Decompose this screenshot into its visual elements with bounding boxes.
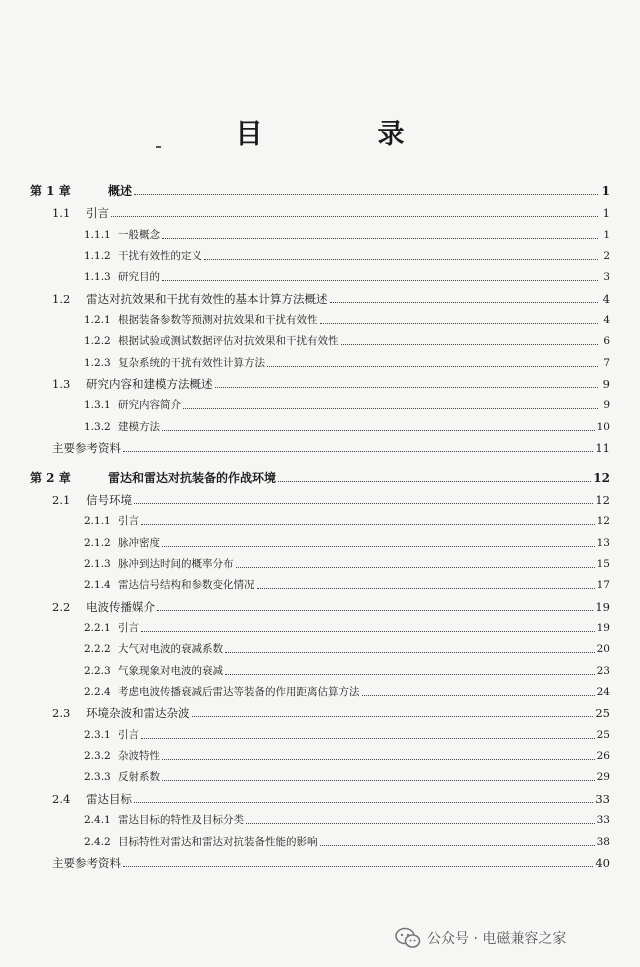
- scan-mark: [156, 146, 161, 148]
- toc-page-number: 20: [596, 643, 610, 655]
- dot-leader: [162, 279, 598, 281]
- toc-page-number: 10: [596, 421, 610, 433]
- dot-leader: [183, 407, 598, 409]
- toc-page-number: 1: [603, 229, 610, 241]
- toc-number: 2.1.4: [84, 579, 111, 591]
- dot-leader: [111, 215, 598, 217]
- toc-number: 2.3.2: [84, 750, 111, 762]
- toc-number: 1.2.2: [84, 335, 111, 347]
- toc-title: 杂波特性: [118, 750, 160, 762]
- toc-page-number: 11: [595, 441, 610, 455]
- toc-title: 建模方法: [118, 421, 160, 433]
- toc-number: 2.4.1: [84, 814, 111, 826]
- toc-page-number: 12: [593, 471, 610, 485]
- toc-page-number: 2: [603, 250, 610, 262]
- toc-number: 2.1.1: [84, 515, 111, 527]
- toc-page-number: 3: [603, 271, 610, 283]
- toc-number: 1.2.3: [84, 357, 111, 369]
- toc-page-number: 25: [596, 729, 610, 741]
- toc-subsection: [84, 328, 610, 348]
- toc-page-number: 19: [596, 622, 610, 634]
- toc-number: 2.2: [52, 600, 71, 614]
- page-title: 目 录: [235, 119, 449, 150]
- toc-title: 研究目的: [118, 271, 160, 283]
- toc-page-number: 13: [596, 537, 610, 549]
- toc-subsection: [84, 764, 610, 784]
- toc-chapter: [30, 465, 610, 485]
- dot-leader: [204, 258, 598, 260]
- toc-subsection: [84, 829, 610, 849]
- toc-page-number: 1: [602, 206, 610, 220]
- toc-number: 2.4: [52, 792, 71, 806]
- toc-subsection: [84, 722, 610, 742]
- toc-page-number: 1: [601, 184, 610, 198]
- toc-title: 气象现象对电波的衰减: [118, 665, 223, 677]
- toc-title: 一般概念: [118, 229, 160, 241]
- toc-subsection: [84, 679, 610, 699]
- toc-page-number: 29: [596, 771, 610, 783]
- toc-section: [52, 286, 610, 306]
- toc-title: 主要参考资料: [52, 441, 121, 455]
- toc-page-number: 26: [596, 750, 610, 762]
- toc-page-number: 33: [595, 792, 610, 806]
- toc-title: 雷达信号结构和参数变化情况: [118, 579, 255, 591]
- dot-leader: [225, 673, 595, 675]
- toc-page-number: 19: [595, 600, 610, 614]
- toc-title: 干扰有效性的定义: [118, 250, 202, 262]
- toc-page-number: 12: [596, 515, 610, 527]
- toc-subsection: [84, 508, 610, 528]
- dot-leader: [192, 715, 594, 717]
- toc-page-number: 12: [595, 493, 610, 507]
- toc-page-number: 38: [596, 836, 610, 848]
- toc-page-number: 24: [596, 686, 610, 698]
- toc-number: 1.3.2: [84, 421, 111, 433]
- toc-number: 2.3.3: [84, 771, 111, 783]
- toc-title: 脉冲到达时间的概率分布: [118, 558, 234, 570]
- toc-title: 目标特性对雷达和雷达对抗装备性能的影响: [118, 836, 318, 848]
- toc-page-number: 33: [596, 814, 610, 826]
- toc-number: 1.2: [52, 292, 71, 306]
- dot-leader: [157, 609, 593, 611]
- toc-number: 2.2.3: [84, 665, 111, 677]
- dot-leader: [141, 523, 595, 525]
- toc-number: 第 1 章: [30, 184, 71, 198]
- dot-leader: [225, 651, 595, 653]
- toc-page-number: 4: [602, 292, 610, 306]
- toc-subsection: [84, 658, 610, 678]
- toc-title: 根据试验或测试数据评估对抗效果和干扰有效性: [118, 335, 339, 347]
- toc-section: [52, 487, 610, 507]
- dot-leader: [362, 694, 595, 696]
- toc-title: 雷达对抗效果和干扰有效性的基本计算方法概述: [86, 292, 328, 306]
- toc-chapter: [30, 178, 610, 198]
- dot-leader: [246, 822, 595, 824]
- toc-subsection: [84, 243, 610, 263]
- dot-leader: [141, 630, 595, 632]
- toc-subsection: [84, 551, 610, 571]
- toc-title: 信号环境: [86, 493, 132, 507]
- dot-leader: [215, 386, 599, 388]
- toc-title: 引言: [86, 206, 109, 220]
- toc-page-number: 6: [603, 335, 610, 347]
- dot-leader: [278, 480, 591, 482]
- toc-number: 1.1.2: [84, 250, 111, 262]
- wechat-icon: [395, 927, 421, 949]
- watermark: [395, 926, 566, 950]
- toc-title: 考虑电波传播衰减后雷达等装备的作用距离估算方法: [118, 686, 360, 698]
- toc-page-number: 40: [595, 856, 610, 870]
- toc-page-number: 9: [602, 377, 610, 391]
- dot-leader: [123, 865, 593, 867]
- toc-subsection: [84, 615, 610, 635]
- dot-leader: [123, 450, 593, 452]
- toc-number: 第 2 章: [30, 471, 71, 485]
- toc-subsection: [84, 807, 610, 827]
- toc-title: 主要参考资料: [52, 856, 121, 870]
- toc-page-number: 23: [596, 665, 610, 677]
- dot-leader: [141, 737, 595, 739]
- toc-subsection: [84, 530, 610, 550]
- toc-subsection: [84, 222, 610, 242]
- toc-subsection: [84, 307, 610, 327]
- toc-number: 1.2.1: [84, 314, 111, 326]
- toc-page-number: 25: [595, 706, 610, 720]
- dot-leader: [162, 779, 595, 781]
- dot-leader: [341, 343, 599, 345]
- toc-title: 概述: [108, 184, 133, 198]
- toc-title: 研究内容简介: [118, 399, 181, 411]
- toc-section: [52, 371, 610, 391]
- toc-number: 1.3.1: [84, 399, 111, 411]
- dot-leader: [162, 429, 595, 431]
- toc-number: 2.3: [52, 706, 71, 720]
- dot-leader: [134, 502, 593, 504]
- dot-leader: [267, 365, 598, 367]
- toc-number: 2.1: [52, 493, 71, 507]
- dot-leader: [320, 844, 595, 846]
- toc-section: [52, 700, 610, 720]
- toc-number: 1.1.1: [84, 229, 111, 241]
- toc-title: 根据装备参数等预测对抗效果和干扰有效性: [118, 314, 318, 326]
- toc-title: 脉冲密度: [118, 537, 160, 549]
- dot-leader: [162, 237, 598, 239]
- toc-title: 引言: [118, 729, 139, 741]
- toc-number: 2.1.3: [84, 558, 111, 570]
- toc-subsection: [84, 350, 610, 370]
- toc-page-number: 15: [596, 558, 610, 570]
- watermark-text: 公众号 · 电磁兼容之家: [427, 931, 567, 947]
- dot-leader: [162, 545, 595, 547]
- dot-leader: [134, 801, 593, 803]
- toc-page-number: 9: [603, 399, 610, 411]
- toc-title: 反射系数: [118, 771, 160, 783]
- toc-title: 复杂系统的干扰有效性计算方法: [118, 357, 265, 369]
- toc-number: 2.4.2: [84, 836, 111, 848]
- toc-number: 2.3.1: [84, 729, 111, 741]
- toc-subsection: [84, 264, 610, 284]
- dot-leader: [134, 193, 598, 195]
- toc-subsection: [84, 636, 610, 656]
- toc-title: 研究内容和建模方法概述: [86, 377, 213, 391]
- toc-number: 2.2.2: [84, 643, 111, 655]
- toc-number: 1.1.3: [84, 271, 111, 283]
- toc-number: 1.3: [52, 377, 71, 391]
- toc-title: 电波传播媒介: [86, 600, 155, 614]
- toc-subsection: [84, 392, 610, 412]
- toc-page-number: 17: [596, 579, 610, 591]
- toc-title: 环境杂波和雷达杂波: [86, 706, 190, 720]
- toc-title: 雷达目标的特性及目标分类: [118, 814, 244, 826]
- dot-leader: [236, 566, 595, 568]
- toc-title: 大气对电波的衰减系数: [118, 643, 223, 655]
- toc-page-number: 7: [603, 357, 610, 369]
- toc-title: 雷达和雷达对抗装备的作战环境: [108, 471, 277, 485]
- toc-title: 雷达目标: [86, 792, 132, 806]
- dot-leader: [330, 301, 599, 303]
- toc-title: 引言: [118, 515, 139, 527]
- toc-number: 1.1: [52, 206, 71, 220]
- dot-leader: [257, 587, 595, 589]
- dot-leader: [320, 322, 599, 324]
- toc-subsection: [84, 414, 610, 434]
- toc-number: 2.2.1: [84, 622, 111, 634]
- toc-title: 引言: [118, 622, 139, 634]
- toc-number: 2.1.2: [84, 537, 111, 549]
- toc-references: [52, 435, 610, 455]
- toc-references: [52, 850, 610, 870]
- toc-section: [52, 594, 610, 614]
- toc-section: [52, 200, 610, 220]
- dot-leader: [162, 758, 595, 760]
- toc-number: 2.2.4: [84, 686, 111, 698]
- toc-section: [52, 786, 610, 806]
- toc-page-number: 4: [603, 314, 610, 326]
- toc-subsection: [84, 572, 610, 592]
- toc-subsection: [84, 743, 610, 763]
